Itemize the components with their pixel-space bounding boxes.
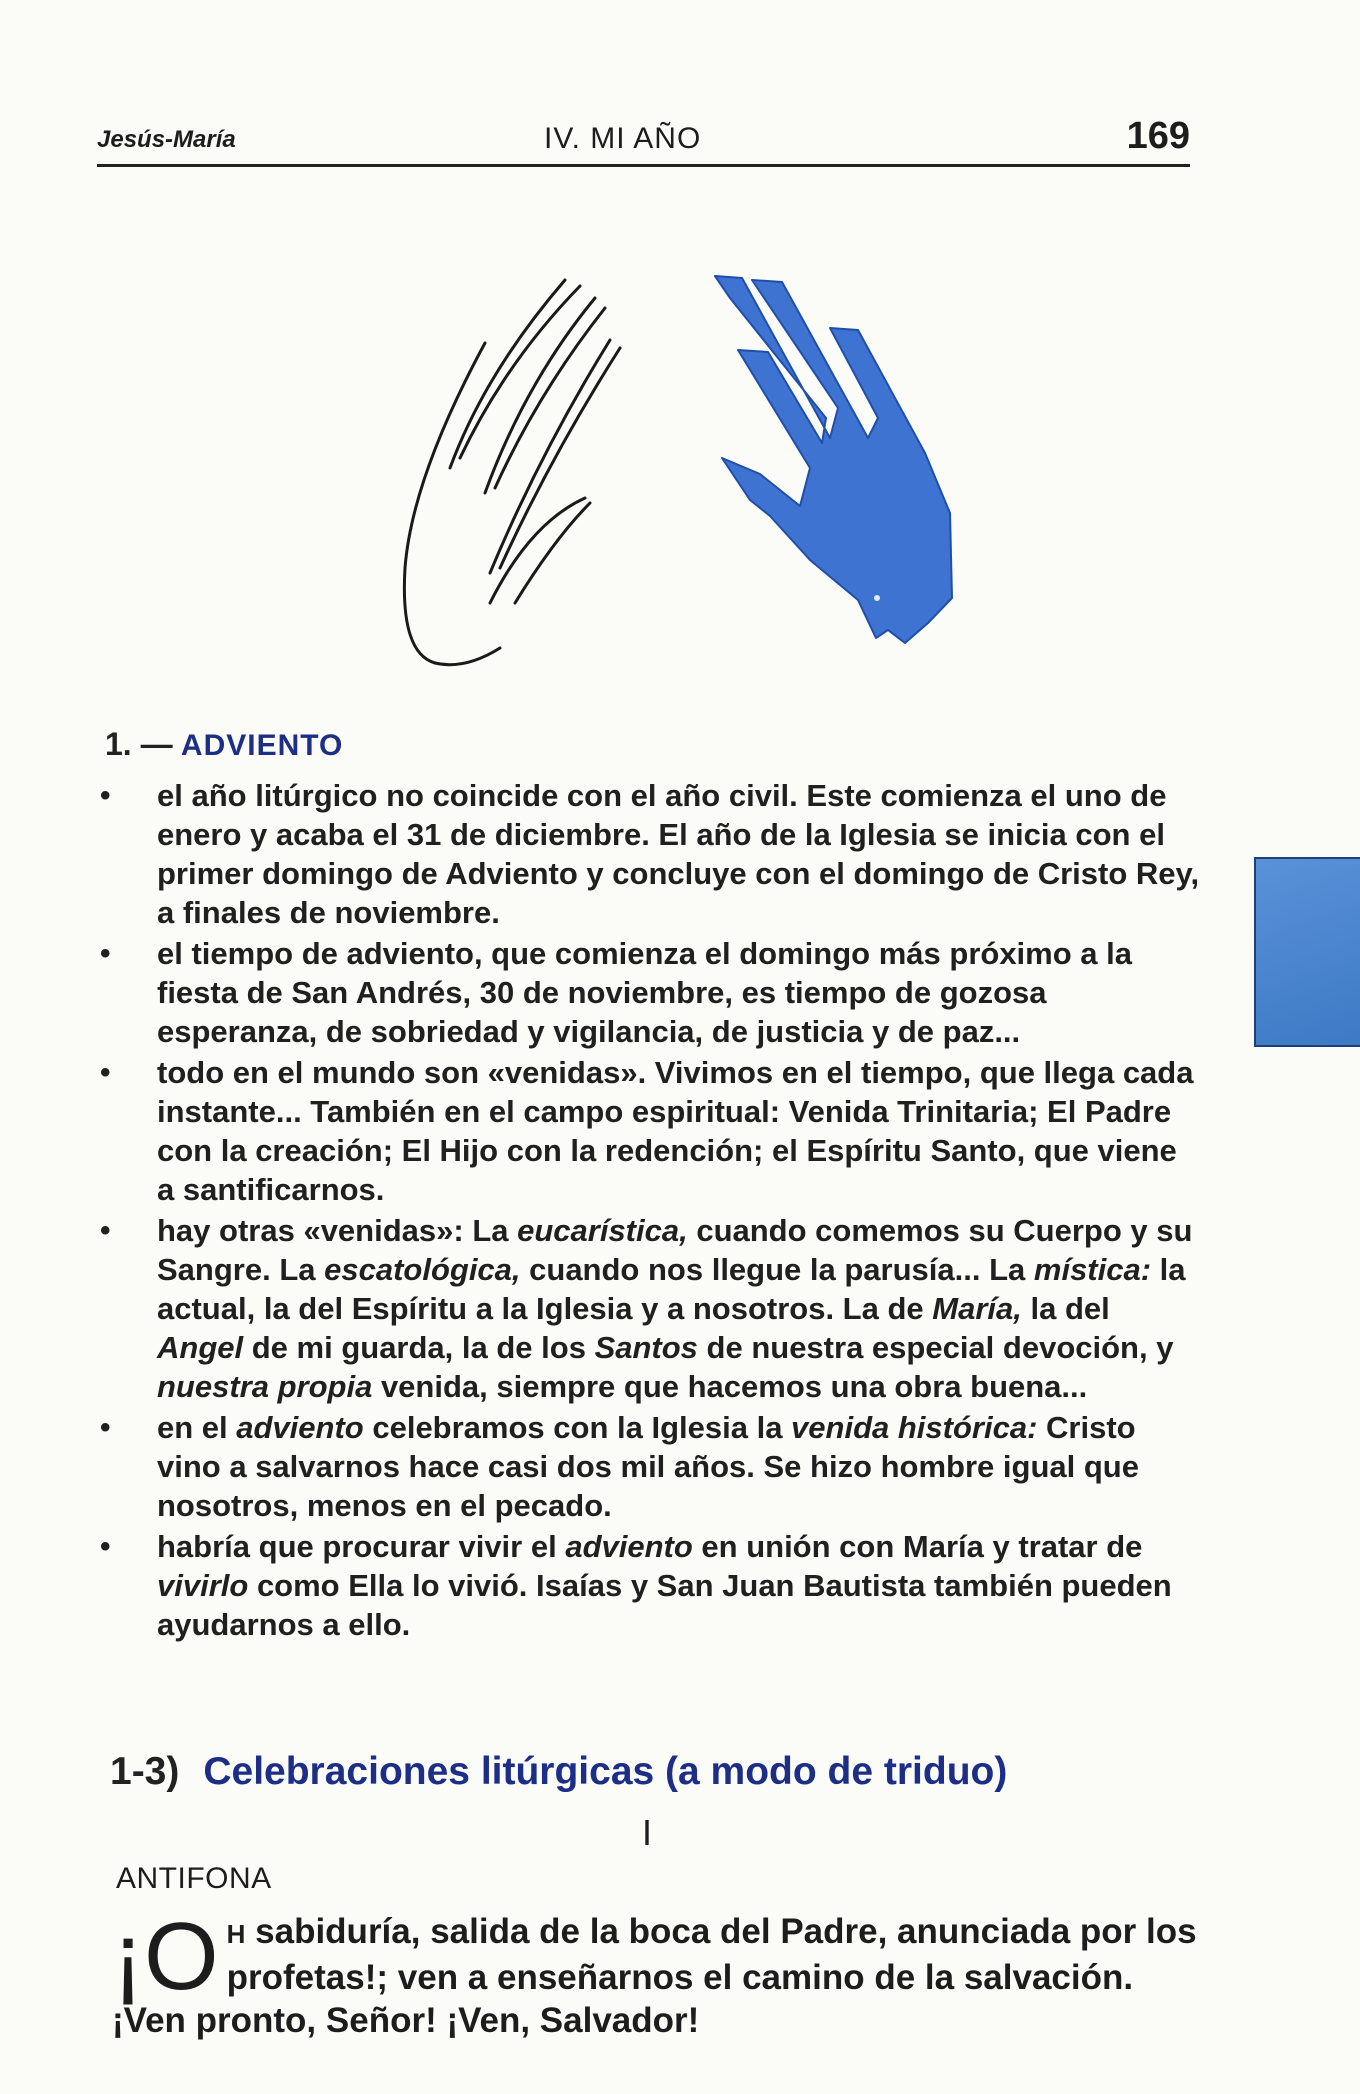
bullet-list	[100, 776, 1200, 1646]
italic-text: nuestra propia	[157, 1369, 373, 1404]
hand-highlight	[874, 595, 880, 601]
text: el año litúrgico no coincide con el año civil. Este comienza el uno de enero y acaba el 31 de diciembre. El año de la Iglesia se inicia con el primer domingo de Adviento y concluye con el domingo de Cristo Rey, a finales de noviembre.	[157, 778, 1200, 930]
side-thumb-tab	[1254, 857, 1360, 1047]
list-item	[100, 1527, 1200, 1644]
roman-numeral: I	[642, 1812, 653, 1853]
small-caps: H	[226, 1919, 246, 1949]
text: todo en el mundo son «venidas». Vivimos en el tiempo, que llega cada instante... También en el campo espiritual: Venida Trinitaria; El Padre con la creación; El Hijo con la redención; el Espíritu Santo, que viene a santificarnos.	[157, 1055, 1194, 1207]
text: en el	[157, 1410, 237, 1445]
list-item	[100, 1211, 1200, 1406]
page-number: 169	[1126, 115, 1190, 157]
text: celebramos con la Iglesia la	[363, 1410, 792, 1445]
text: la actual, la del Espíritu a la Iglesia y a nosotros. La de	[157, 1252, 1186, 1326]
italic-text: Angel	[157, 1330, 244, 1365]
text: cuando comemos su Cuerpo y su Sangre. La	[157, 1213, 1193, 1287]
antiphon-text	[112, 1903, 1202, 2042]
italic-text: escatológica,	[324, 1252, 521, 1287]
text: la del	[1021, 1291, 1110, 1326]
list-item	[100, 1053, 1200, 1209]
drop-cap	[112, 1903, 219, 2010]
drop-cap-letter: O	[143, 1903, 219, 2010]
italic-text: vivirlo	[157, 1568, 249, 1603]
italic-text: María,	[932, 1291, 1022, 1326]
list-item	[100, 1408, 1200, 1525]
running-header	[97, 112, 1190, 167]
list-item	[100, 934, 1200, 1051]
section-label: ADVIENTO	[180, 729, 344, 762]
text: el tiempo de adviento, que comienza el domingo más próximo a la fiesta de San Andrés, 30 de noviembre, es tiempo de gozosa esperanza, de sobriedad y vigilancia, de justicia y de paz...	[157, 936, 1132, 1049]
text: Cristo vino a salvarnos hace casi dos mil años. Se hizo hombre igual que nosotros, menos en el pecado.	[157, 1410, 1139, 1523]
section-number: 1. —	[105, 726, 173, 762]
text: habría que procurar vivir el	[157, 1529, 566, 1564]
blue-hand-icon	[715, 276, 952, 643]
subsection-label: Celebraciones litúrgicas (a modo de triduo)	[203, 1750, 1008, 1793]
open-exclamation: ¡	[112, 1903, 144, 2010]
header-author: Jesús-María	[97, 126, 236, 153]
header-chapter: IV. MI AÑO	[544, 122, 702, 155]
text: cuando nos llegue la parusía... La	[520, 1252, 1034, 1287]
italic-text: Santos	[594, 1330, 698, 1365]
text: hay otras «venidas»: La	[157, 1213, 518, 1248]
antifona-label: ANTIFONA	[116, 1862, 272, 1895]
text: de nuestra especial devoción, y	[697, 1330, 1174, 1365]
italic-text: venida histórica:	[791, 1410, 1038, 1445]
antiphon-body: sabiduría, salida de la boca del Padre, anunciada por los profetas!; ven a enseñarnos el camino de la salvación. ¡Ven pronto, Señor! ¡Ven, Salvador!	[112, 1912, 1197, 2040]
text: venida, siempre que hacemos una obra buena...	[372, 1369, 1088, 1404]
hands-illustration	[390, 268, 970, 688]
text: como Ella lo vivió. Isaías y San Juan Bautista también pueden ayudarnos a ello.	[157, 1568, 1172, 1642]
section-title	[105, 726, 343, 763]
italic-text: mística:	[1033, 1252, 1152, 1287]
italic-text: adviento	[565, 1529, 693, 1564]
text: en unión con María y tratar de	[692, 1529, 1143, 1564]
subsection-number: 1-3)	[110, 1750, 180, 1793]
text: de mi guarda, la de los	[243, 1330, 595, 1365]
subsection-title	[110, 1750, 1007, 1794]
italic-text: eucarística,	[517, 1213, 688, 1248]
outline-hand-icon	[404, 280, 620, 665]
italic-text: adviento	[236, 1410, 364, 1445]
list-item	[100, 776, 1200, 932]
